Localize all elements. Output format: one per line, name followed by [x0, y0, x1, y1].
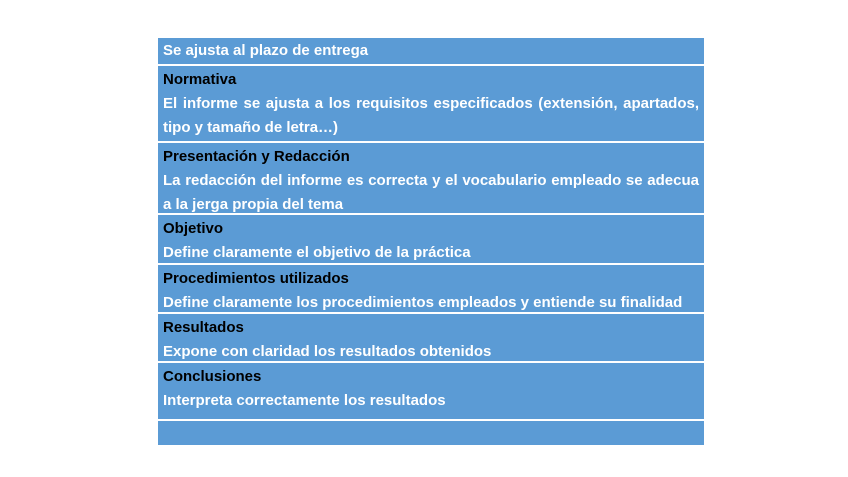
criterion-title: Normativa	[163, 71, 237, 88]
rubric-row-presentacion	[158, 143, 704, 215]
criterion-description: La redacción del informe es correcta y el vocabulario empleado se adecua a la jerga propia del tema	[163, 172, 699, 213]
criterion-title: Procedimientos utilizados	[163, 270, 349, 287]
criterion-description: Interpreta correctamente los resultados	[163, 392, 446, 409]
rubric-row-empty	[158, 421, 704, 445]
criterion-title: Presentación y Redacción	[163, 148, 350, 165]
rubric-row-resultados	[158, 314, 704, 363]
rubric-row-procedimientos	[158, 265, 704, 314]
criterion-description: Expone con claridad los resultados obtenidos	[163, 343, 492, 360]
rubric-table	[158, 38, 704, 445]
rubric-row-normativa	[158, 66, 704, 143]
rubric-row-objetivo	[158, 215, 704, 265]
deadline-criterion: Se ajusta al plazo de entrega	[163, 41, 369, 59]
criterion-title: Resultados	[163, 319, 244, 336]
rubric-row-deadline	[158, 38, 704, 66]
criterion-description: Define claramente los procedimientos empleados y entiende su finalidad	[163, 294, 683, 311]
criterion-title: Objetivo	[163, 220, 224, 237]
criterion-description: Define claramente el objetivo de la práctica	[163, 244, 471, 261]
rubric-row-conclusiones	[158, 363, 704, 421]
criterion-title: Conclusiones	[163, 368, 262, 385]
criterion-description: El informe se ajusta a los requisitos especificados (extensión, apartados, tipo y tamaño de letra…)	[163, 95, 699, 136]
